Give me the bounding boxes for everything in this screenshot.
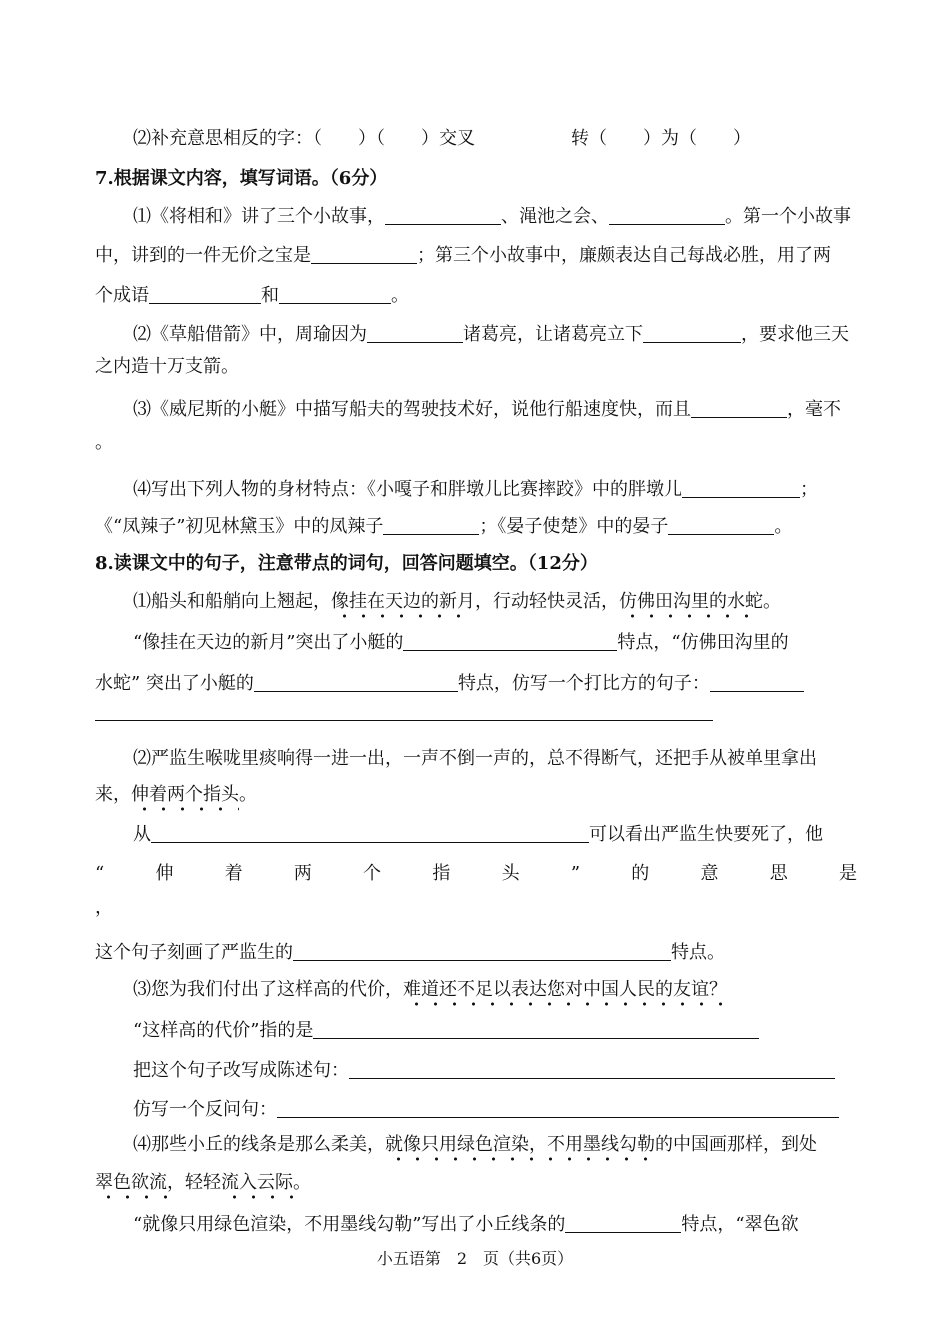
answer-blank[interactable] bbox=[609, 206, 725, 225]
q8-s3-q-text-1: “这样高的代价”指的是 bbox=[133, 1020, 314, 1041]
dotted-phrase: 像挂在天边的新月 bbox=[331, 591, 475, 619]
answer-blank[interactable] bbox=[254, 673, 458, 692]
answer-blank[interactable] bbox=[643, 324, 741, 343]
answer-blank[interactable] bbox=[710, 673, 804, 692]
q8-s2-q-line3 bbox=[95, 940, 857, 966]
answer-blank[interactable] bbox=[311, 245, 417, 264]
answer-blank[interactable] bbox=[565, 1214, 681, 1233]
spread-char: “ bbox=[95, 863, 105, 884]
q8-s3-q-text-2: 把这个句子改写成陈述句： bbox=[133, 1060, 349, 1081]
spread-char: 伸 bbox=[155, 863, 174, 884]
q7-p3-text-b: ，毫不 bbox=[787, 399, 841, 420]
q8-s3-text-a: ⑶您为我们付出了这样高的代价， bbox=[133, 979, 403, 1000]
answer-blank[interactable] bbox=[367, 324, 463, 343]
q6-part2-blank1: （ ）（ ）交叉 bbox=[313, 128, 475, 149]
q7-p2-line1 bbox=[95, 322, 857, 348]
q7-p1-text-f: 个成语 bbox=[95, 285, 149, 306]
q7-p2-text-c: ，要求他三天 bbox=[741, 324, 849, 345]
dotted-phrase: 翠色欲流 bbox=[95, 1172, 167, 1200]
q8-s1-q-line1 bbox=[95, 630, 857, 656]
answer-line[interactable] bbox=[95, 720, 713, 721]
q8-s3-q-line1 bbox=[95, 1018, 857, 1044]
q7-p4-text-c: 《“凤辣子”初见林黛玉》中的凤辣子 bbox=[95, 516, 384, 537]
q8-s4-q-text-1: “就像只用绿色渲染，不用墨线勾勒”写出了小丘线条的 bbox=[133, 1214, 566, 1235]
spread-char: 个 bbox=[363, 863, 382, 884]
q8-s1-q-line2 bbox=[95, 671, 857, 697]
q7-p2-line2: 之内造十万支箭。 bbox=[95, 356, 239, 377]
spread-char: ” bbox=[570, 863, 581, 884]
q8-s2-q-text-2: 可以看出严监生快要死了，他 bbox=[589, 824, 823, 845]
answer-blank[interactable] bbox=[151, 824, 589, 843]
dotted-phrase: 就像只用绿色渲染，不用墨线勾勒 bbox=[385, 1134, 655, 1162]
q7-p2-text-b: 诸葛亮，让诸葛亮立下 bbox=[463, 324, 643, 345]
q8-s4-text-b: 的中国画那样，到处 bbox=[655, 1134, 817, 1155]
q7-p1-line1 bbox=[95, 204, 857, 230]
spread-char: 意 bbox=[700, 863, 719, 884]
spread-char: 着 bbox=[224, 863, 243, 884]
q6-part2-blank2: 转（ ）为（ ） bbox=[571, 128, 751, 149]
q8-s2-comma: ， bbox=[95, 897, 113, 918]
q8-s2-q-line1 bbox=[95, 822, 857, 848]
q7-p1-line3 bbox=[95, 283, 857, 309]
q8-s4-text-a: ⑷那些小丘的线条是那么柔美， bbox=[133, 1134, 385, 1155]
q7-p4-text-b: ； bbox=[800, 479, 818, 500]
q8-s2-q-text-1: 从 bbox=[133, 824, 151, 845]
q8-s1-q-text-3: 水蛇” 突出了小艇的 bbox=[95, 673, 254, 694]
dotted-phrase: 难道还不足以表达您对中国人民的友谊？ bbox=[403, 979, 727, 1007]
q7-p1-text-b: 、渑池之会、 bbox=[501, 206, 609, 227]
q8-s1-q-text-2: 特点，“仿佛田沟里的 bbox=[617, 632, 789, 653]
q6-part2-line bbox=[95, 126, 857, 152]
q7-title: 7.根据课文内容，填写词语。（6分） bbox=[95, 168, 388, 189]
q7-p1-text-e: ；第三个小故事中，廉颇表达自己每战必胜，用了两 bbox=[417, 245, 831, 266]
q8-s3-q-line3 bbox=[95, 1097, 857, 1123]
q8-s2-q-text-3: 这个句子刻画了严监生的 bbox=[95, 942, 293, 963]
answer-blank[interactable] bbox=[668, 516, 774, 535]
q8-s4-q-line1 bbox=[95, 1212, 857, 1238]
q8-s4-line2 bbox=[95, 1170, 857, 1196]
q7-p1-text-d: 中，讲到的一件无价之宝是 bbox=[95, 245, 311, 266]
q8-s1-text-b: ，行动轻快灵活， bbox=[475, 591, 619, 612]
q7-p1-text-a: ⑴《将相和》讲了三个小故事， bbox=[133, 206, 385, 227]
q8-s2-line2 bbox=[95, 782, 857, 808]
q8-s2-text-c: 。 bbox=[239, 784, 257, 805]
answer-blank[interactable] bbox=[293, 942, 671, 961]
dotted-phrase: 流入云际 bbox=[221, 1172, 293, 1200]
q8-s4-text-d: 。 bbox=[293, 1172, 311, 1193]
q8-s2-line1: ⑵严监生喉咙里痰响得一进一出，一声不倒一声的，总不得断气，还把手从被单里拿出 bbox=[133, 748, 817, 769]
spread-char: 的 bbox=[631, 863, 650, 884]
q7-p4-text-e: 。 bbox=[774, 516, 793, 537]
q8-s1-text-a: ⑴船头和船艄向上翘起， bbox=[133, 591, 331, 612]
q8-s1-sentence bbox=[95, 589, 857, 615]
q8-s3-q-text-3: 仿写一个反问句： bbox=[133, 1099, 277, 1120]
q8-s3-sentence bbox=[95, 977, 857, 1003]
q7-p2-text-a: ⑵《草船借箭》中，周瑜因为 bbox=[133, 324, 367, 345]
q7-p1-line2 bbox=[95, 243, 857, 269]
answer-blank[interactable] bbox=[149, 285, 261, 304]
spread-char: 头 bbox=[501, 863, 520, 884]
answer-blank[interactable] bbox=[313, 1020, 759, 1039]
q7-p1-text-h: 。 bbox=[391, 285, 409, 306]
answer-blank[interactable] bbox=[279, 285, 391, 304]
q8-s1-text-c: 。 bbox=[763, 591, 781, 612]
q7-p1-text-c: 。第一个小故事 bbox=[725, 206, 851, 227]
q8-s4-text-c: ，轻轻 bbox=[167, 1172, 221, 1193]
answer-blank[interactable] bbox=[277, 1099, 839, 1118]
q8-s1-q-text-4: 特点，仿写一个打比方的句子： bbox=[457, 673, 710, 694]
q7-p3-line1 bbox=[95, 397, 857, 423]
spread-char: 思 bbox=[769, 863, 788, 884]
q8-s2-q-text-4: 特点。 bbox=[671, 942, 725, 963]
q8-s2-text-b: 来， bbox=[95, 784, 131, 805]
q8-s4-line1 bbox=[95, 1132, 857, 1158]
q8-s4-q-text-2: 特点，“翠色欲 bbox=[681, 1214, 799, 1235]
answer-blank[interactable] bbox=[691, 399, 787, 418]
answer-blank[interactable] bbox=[383, 516, 479, 535]
q6-part2-prompt: ⑵补充意思相反的字： bbox=[133, 128, 313, 149]
spread-char: 两 bbox=[293, 863, 312, 884]
spread-char: 指 bbox=[432, 863, 451, 884]
q7-p4-text-a: ⑷写出下列人物的身材特点：《小嘎子和胖墩儿比赛摔跤》中的胖墩儿 bbox=[133, 479, 682, 500]
q7-p3-line2: 。 bbox=[95, 432, 113, 453]
answer-blank[interactable] bbox=[349, 1060, 835, 1079]
q7-p4-text-d: ；《晏子使楚》中的晏子 bbox=[479, 516, 669, 537]
page-footer: 小五语第 2 页（共6页） bbox=[376, 1249, 574, 1268]
answer-blank[interactable] bbox=[682, 479, 800, 498]
q8-s3-q-line2 bbox=[95, 1058, 857, 1084]
q8-s1-q-text-1: “像挂在天边的新月”突出了小艇的 bbox=[133, 632, 404, 653]
q7-p3-text-a: ⑶《威尼斯的小艇》中描写船夫的驾驶技术好，说他行船速度快，而且 bbox=[133, 399, 691, 420]
dotted-phrase: 仿佛田沟里的水蛇 bbox=[619, 591, 763, 619]
q7-p4-line1 bbox=[95, 477, 857, 503]
q7-p4-line2 bbox=[95, 514, 857, 540]
answer-blank[interactable] bbox=[385, 206, 501, 225]
dotted-phrase: 伸着两个指头 bbox=[131, 784, 239, 812]
q8-title: 8.读课文中的句子，注意带点的词句，回答问题填空。（12分） bbox=[95, 553, 598, 574]
spread-char: 是 bbox=[838, 863, 857, 884]
q7-p1-text-g: 和 bbox=[261, 285, 279, 306]
q8-s2-spread-line bbox=[95, 861, 857, 887]
answer-blank[interactable] bbox=[403, 632, 617, 651]
